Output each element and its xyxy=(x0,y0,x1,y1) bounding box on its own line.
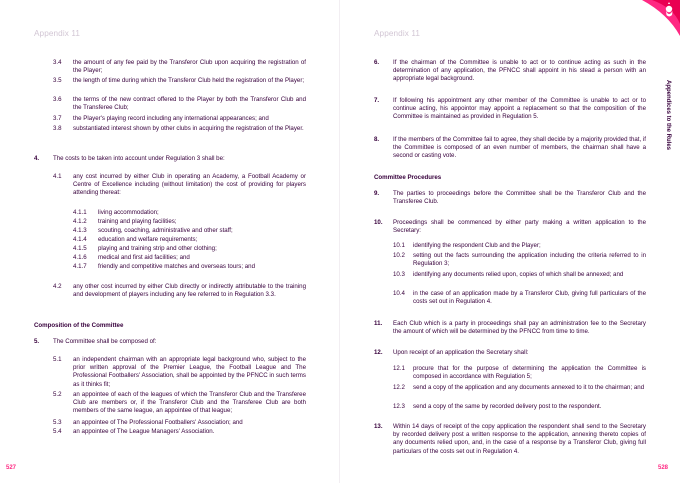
clause-item xyxy=(34,155,306,164)
clause-text: education and welfare requirements; xyxy=(98,236,198,243)
clause-text: an appointee of The Professional Footballers' Association; and xyxy=(73,419,243,426)
subclause-item xyxy=(393,271,646,288)
clause-item xyxy=(53,96,306,113)
clause-text: scouting, coaching, administrative and other staff; xyxy=(98,227,233,234)
clause-text: the Player's playing record including any international appearances; and xyxy=(73,115,269,122)
clause-number: 8. xyxy=(374,136,380,143)
subclause-item xyxy=(393,252,646,269)
clause-text: the amount of any fee paid by the Transferor Club upon acquiring the registration of the Player; xyxy=(73,59,306,75)
clause-item xyxy=(374,190,646,207)
clause-text: any other cost incurred by either Club directly or indirectly attributable to the training and development of players including any fee referred to in Regulation 3.3. xyxy=(73,283,306,299)
page-header: Appendix 11 xyxy=(374,29,421,38)
clause-text: an appointee of The League Managers' Association. xyxy=(73,428,215,435)
clause-item xyxy=(374,59,646,85)
clause-number: 12.2 xyxy=(393,384,405,391)
clause-number: 4.1 xyxy=(53,173,62,180)
clause-number: 3.6 xyxy=(53,96,62,103)
clause-item xyxy=(53,59,306,76)
page-header: Appendix 11 xyxy=(34,29,81,38)
section-heading: Composition of the Committee xyxy=(34,322,124,329)
clause-text: living accommodation; xyxy=(98,209,159,216)
subclause-item xyxy=(393,242,646,251)
clause-item xyxy=(53,428,306,437)
clause-number: 10.1 xyxy=(393,242,405,249)
subclause-item xyxy=(393,290,646,307)
clause-text: procure that for the purpose of determining the application the Committee is composed in accordance with Regulation 5; xyxy=(413,365,646,381)
clause-number: 12. xyxy=(374,349,383,356)
clause-number: 4.1.1 xyxy=(73,209,87,216)
clause-text: Within 14 days of receipt of the copy application the respondent shall send to the Secretary by recorded delivery post a written response to the application, annexing thereto copies of any documents relied upon, and, in the case of a response by a Transferor Club, giving full particulars of the costs set out in Regulation 4. xyxy=(393,423,646,455)
clause-number: 7. xyxy=(374,97,380,104)
clause-text: identifying the respondent Club and the Player; xyxy=(413,242,541,249)
subclause-item xyxy=(73,209,306,218)
clause-item xyxy=(53,283,306,309)
clause-number: 5.3 xyxy=(53,419,62,426)
clause-text: send a copy of the same by recorded delivery post to the respondent. xyxy=(413,403,602,410)
clause-text: medical and first aid facilities; and xyxy=(98,254,190,261)
clause-text: If the chairman of the Committee is unable to act or to continue acting as such in the determination of any application, the PFNCC shall appoint in his stead a person with an appropriate legal background. xyxy=(393,59,646,83)
clause-number: 6. xyxy=(374,59,380,66)
side-tab-label: Appendices to the Rules xyxy=(665,80,671,151)
subclause-item xyxy=(393,365,646,382)
clause-item xyxy=(374,349,646,358)
clause-text: identifying any documents relied upon, copies of which shall be annexed; and xyxy=(413,271,624,278)
clause-text: Upon receipt of an application the Secretary shall: xyxy=(393,349,529,356)
subclause-item xyxy=(73,218,306,227)
clause-text: Each Club which is a party in proceedings shall pay an administration fee to the Secretary the amount of which will be determined by the PFNCC from time to time. xyxy=(393,320,646,336)
clause-number: 4.2 xyxy=(53,283,62,290)
clause-number: 5. xyxy=(34,338,40,345)
subclause-item xyxy=(73,254,306,263)
clause-text: The Committee shall be composed of: xyxy=(53,338,157,345)
clause-item xyxy=(53,391,306,417)
clause-number: 12.1 xyxy=(393,365,405,372)
clause-text: in the case of an application made by a Transferor Club, giving full particulars of the costs set out in Regulation 4. xyxy=(413,290,646,306)
clause-text: Proceedings shall be commenced by either party making a written application to the Secretary: xyxy=(393,219,646,235)
clause-number: 3.5 xyxy=(53,77,62,84)
subclause-item xyxy=(393,403,646,412)
clause-number: 3.7 xyxy=(53,115,62,122)
clause-number: 11. xyxy=(374,320,383,327)
subclause-item xyxy=(73,263,306,272)
clause-number: 4. xyxy=(34,155,40,162)
clause-text: The costs to be taken into account under Regulation 3 shall be: xyxy=(53,155,225,162)
clause-text: If the members of the Committee fail to agree, they shall decide by a majority provided that, if the Committee is composed of an even number of members, the chairman shall have a second or casting vote. xyxy=(393,136,646,160)
clause-number: 4.1.4 xyxy=(73,236,87,243)
clause-item xyxy=(374,136,646,162)
clause-text: If following his appointment any other member of the Committee is unable to act or to continue acting, his appointor may appoint a replacement so that the composition of the Committee is maintained as provided in Regulation 5. xyxy=(393,97,646,121)
clause-text: friendly and competitive matches and overseas tours; and xyxy=(98,263,256,270)
clause-number: 4.1.3 xyxy=(73,227,87,234)
clause-item xyxy=(374,219,646,236)
right-page xyxy=(340,0,680,483)
clause-number: 3.4 xyxy=(53,59,62,66)
clause-item xyxy=(53,77,306,94)
clause-number: 5.4 xyxy=(53,428,62,435)
clause-number: 3.8 xyxy=(53,125,62,132)
clause-text: setting out the facts surrounding the application including the criteria referred to in Regulation 3; xyxy=(413,252,646,268)
clause-number: 10.2 xyxy=(393,252,405,259)
page-number: 528 xyxy=(658,465,669,471)
clause-item xyxy=(53,125,306,142)
clause-number: 4.1.7 xyxy=(73,263,87,270)
clause-item xyxy=(34,338,306,347)
clause-text: any cost incurred by either Club in operating an Academy, a Football Academy or Centre of Excellence including (without limitation) the cost of providing for players attending thereat: xyxy=(73,173,306,197)
section-heading: Committee Procedures xyxy=(374,174,442,181)
clause-item xyxy=(53,419,306,428)
clause-item xyxy=(53,356,306,390)
clause-item xyxy=(374,320,646,337)
clause-text: send a copy of the application and any documents annexed to it to the chairman; and xyxy=(413,384,645,391)
clause-text: the terms of the new contract offered to the Player by both the Transferor Club and the Transferee Club; xyxy=(73,96,306,112)
subclause-item xyxy=(393,384,646,401)
clause-number: 13. xyxy=(374,423,383,430)
subclause-item xyxy=(73,227,306,236)
page-number: 527 xyxy=(6,465,17,471)
clause-text: an appointee of each of the leagues of which the Transferor Club and the Transferee Club are members or, if the Transferor Club and the Transferee Club are both members of the same league, an appointee of that league; xyxy=(73,391,306,415)
clause-number: 9. xyxy=(374,190,380,197)
premier-league-lion-icon xyxy=(638,0,680,42)
side-tab xyxy=(662,80,672,200)
clause-text: playing and training strip and other clothing; xyxy=(98,245,217,252)
clause-number: 5.2 xyxy=(53,391,62,398)
clause-number: 5.1 xyxy=(53,356,62,363)
clause-number: 4.1.2 xyxy=(73,218,87,225)
clause-number: 4.1.5 xyxy=(73,245,87,252)
subclause-item xyxy=(73,236,306,245)
clause-number: 4.1.6 xyxy=(73,254,87,261)
clause-text: training and playing facilities; xyxy=(98,218,177,225)
clause-number: 10.3 xyxy=(393,271,405,278)
corner-badge-icon xyxy=(638,0,680,42)
clause-item xyxy=(53,173,306,199)
subclause-item xyxy=(73,245,306,254)
clause-item xyxy=(374,97,646,123)
clause-number: 12.3 xyxy=(393,403,405,410)
clause-text: The parties to proceedings before the Committee shall be the Transferor Club and the Transferee Club. xyxy=(393,190,646,206)
clause-text: an independent chairman with an appropriate legal background who, subject to the prior written approval of the Premier League, the Football League and The Professional Footballers' Association, shall be appointed by the PFNCC in such terms as it thinks fit; xyxy=(73,356,306,388)
clause-item xyxy=(374,423,646,457)
clause-text: the length of time during which the Transferor Club held the registration of the Player; xyxy=(73,77,305,84)
clause-text: substantiated interest shown by other clubs in acquiring the registration of the Player. xyxy=(73,125,304,132)
clause-number: 10. xyxy=(374,219,383,226)
clause-number: 10.4 xyxy=(393,290,405,297)
clause-item xyxy=(53,115,306,124)
